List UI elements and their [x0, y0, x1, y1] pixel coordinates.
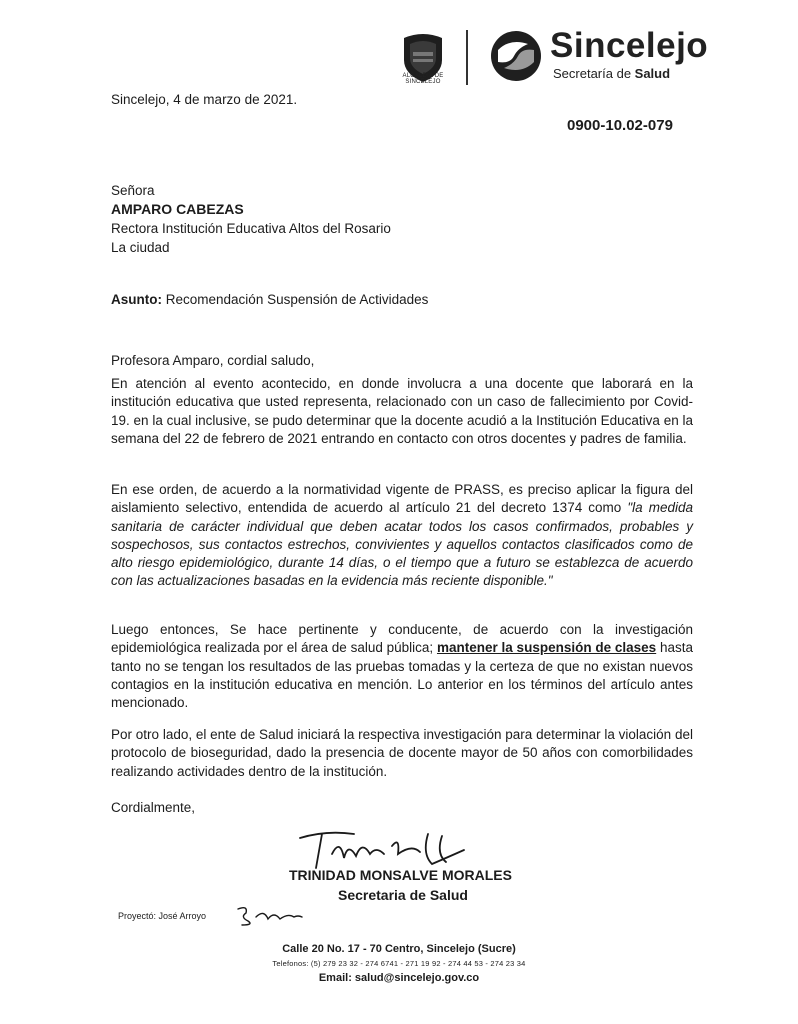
suspension-emphasis: mantener la suspensión de clases — [436, 640, 657, 656]
document-code: 0900-10.02-079 — [567, 117, 673, 134]
paragraph-3-start: Luego entonces, Se hace pertinente y conducente, de acuerdo con la investigación epidemiológica realizada por el área de salud pública; — [111, 622, 693, 656]
subject-text: Recomendación Suspensión de Actividades — [165, 292, 429, 307]
paragraph-2-intro: En ese orden, de acuerdo a la normatividad vigente de PRASS, es preciso aplicar la figura del aislamiento selectivo, entendida de acuerdo al artículo 21 del decreto 1374 como — [111, 482, 693, 516]
subject-label: Asunto: — [111, 292, 162, 307]
body-paragraph-3 — [111, 621, 693, 712]
header-divider — [466, 30, 468, 85]
recipient-name: AMPARO CABEZAS — [111, 201, 244, 217]
seal-caption: ALCALDÍA DE SINCELEJO — [402, 73, 444, 85]
recipient-city: La ciudad — [111, 240, 170, 255]
footer-address: Calle 20 No. 17 - 70 Centro, Sincelejo (Sucre) — [282, 943, 516, 955]
closing: Cordialmente, — [111, 800, 196, 815]
brand-name: Sincelejo — [550, 26, 709, 65]
subject-line — [111, 291, 428, 309]
brand-subtitle-strong: Salud — [634, 66, 671, 81]
brand-subtitle — [553, 66, 670, 81]
sincelejo-logo-icon — [488, 28, 544, 84]
signer-title: Secretaria de Salud — [338, 887, 468, 903]
recipient-block — [111, 181, 391, 257]
body-paragraph-1: En atención al evento acontecido, en donde involucra a una docente que laborará en la institución educativa que usted representa, relacionado con un caso de fallecimiento por Covid-19. en la cual inclusive, se pudo determinar que la docente acudió a la Institución Educativa en la semana del 22 de febrero de 2021 entrando en contacto con otros docentes y padres de familia. — [111, 376, 693, 446]
body-paragraph-4: Por otro lado, el ente de Salud iniciará la respectiva investigación para determinar la violación del protocolo de bioseguridad, dado la presencia de docente mayor de 50 años con comorbilidades realizando actividades dentro de la institución. — [111, 727, 693, 779]
recipient-role: Rectora Institución Educativa Altos del Rosario — [111, 221, 391, 236]
projected-by: Proyectó: José Arroyo — [118, 911, 207, 921]
footer-phones: Telefonos: (5) 279 23 32 - 274 6741 - 271 19 92 - 274 44 53 - 274 23 34 — [272, 959, 526, 968]
decree-quote: "la medida sanitaria de carácter individual que deben acatar todos los casos confirmados, probables y sospechosos, sus contactos estrechos, convivientes y aquellos contactos clasificados como de alto riesgo epidemiológico, durante 14 días, o el tiempo que a futuro se establezca de acuerdo con las actualizaciones basadas en la evidencia más reciente disponible." — [111, 500, 694, 589]
body-paragraph-2 — [111, 481, 693, 591]
paragraph-3-end: hasta tanto no se tengan los resultados de las pruebas tomadas y la certeza de que no existan nuevos contagios en la institución educativa en mención. Lo anterior en los términos del artículo antes mencionado. — [111, 640, 693, 711]
handwritten-initials — [234, 903, 306, 927]
brand-subtitle-prefix: Secretaría de — [553, 66, 635, 81]
footer-email: Email: salud@sincelejo.gov.co — [318, 972, 480, 984]
signer-name: TRINIDAD MONSALVE MORALES — [289, 867, 512, 883]
recipient-title: Señora — [111, 183, 155, 198]
greeting: Profesora Amparo, cordial saludo, — [111, 353, 315, 368]
place-date: Sincelejo, 4 de marzo de 2021. — [111, 92, 298, 107]
